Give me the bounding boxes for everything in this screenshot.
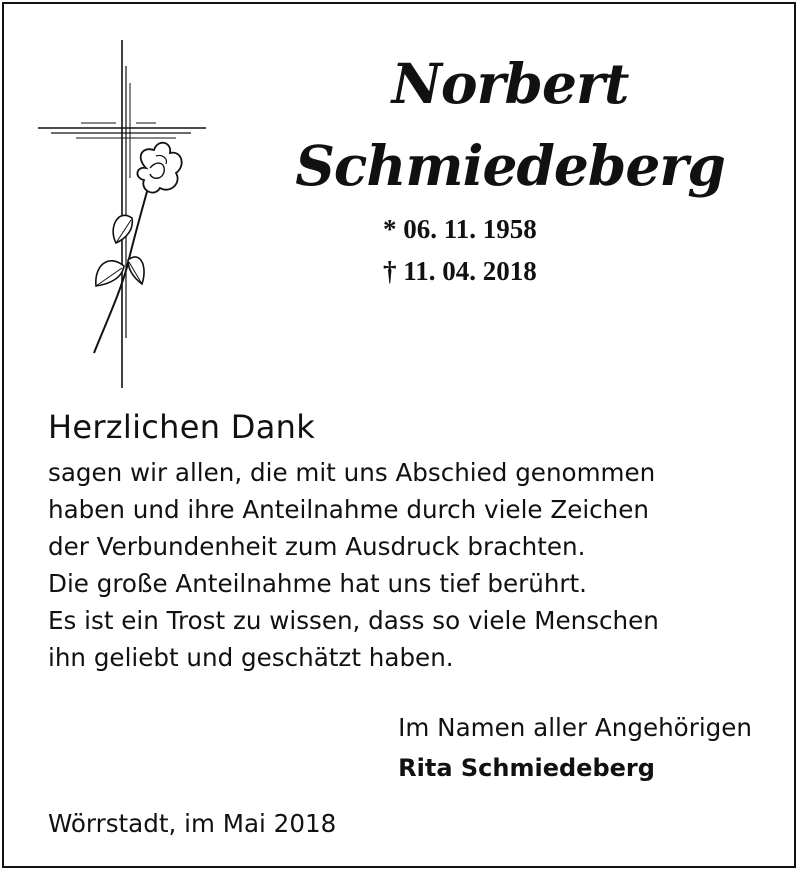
on-behalf-text: Im Namen aller Angehörigen — [398, 713, 752, 742]
birth-date: * 06. 11. 1958 — [383, 214, 537, 244]
signer-name: Rita Schmiedeberg — [398, 754, 655, 782]
deceased-first-name: Norbert — [391, 51, 629, 116]
thanks-line: Die große Anteilnahme hat uns tief berührt. — [48, 569, 587, 598]
signature-block — [398, 708, 752, 788]
death-date: † 11. 04. 2018 — [383, 256, 537, 286]
cross-with-rose-icon — [36, 38, 211, 393]
thanks-line: der Verbundenheit zum Ausdruck brachten. — [48, 532, 586, 561]
thanks-heading: Herzlichen Dank — [48, 408, 316, 446]
thanks-line: sagen wir allen, die mit uns Abschied genommen — [48, 458, 656, 487]
thanks-line: ihn geliebt und geschätzt haben. — [48, 643, 454, 672]
place-and-date: Wörrstadt, im Mai 2018 — [48, 809, 337, 838]
thanks-line: haben und ihre Anteilnahme durch viele Zeichen — [48, 495, 649, 524]
thanks-text — [48, 454, 768, 676]
thanks-line: Es ist ein Trost zu wissen, dass so viele Menschen — [48, 606, 659, 635]
deceased-last-name: Schmiedeberg — [295, 133, 725, 198]
